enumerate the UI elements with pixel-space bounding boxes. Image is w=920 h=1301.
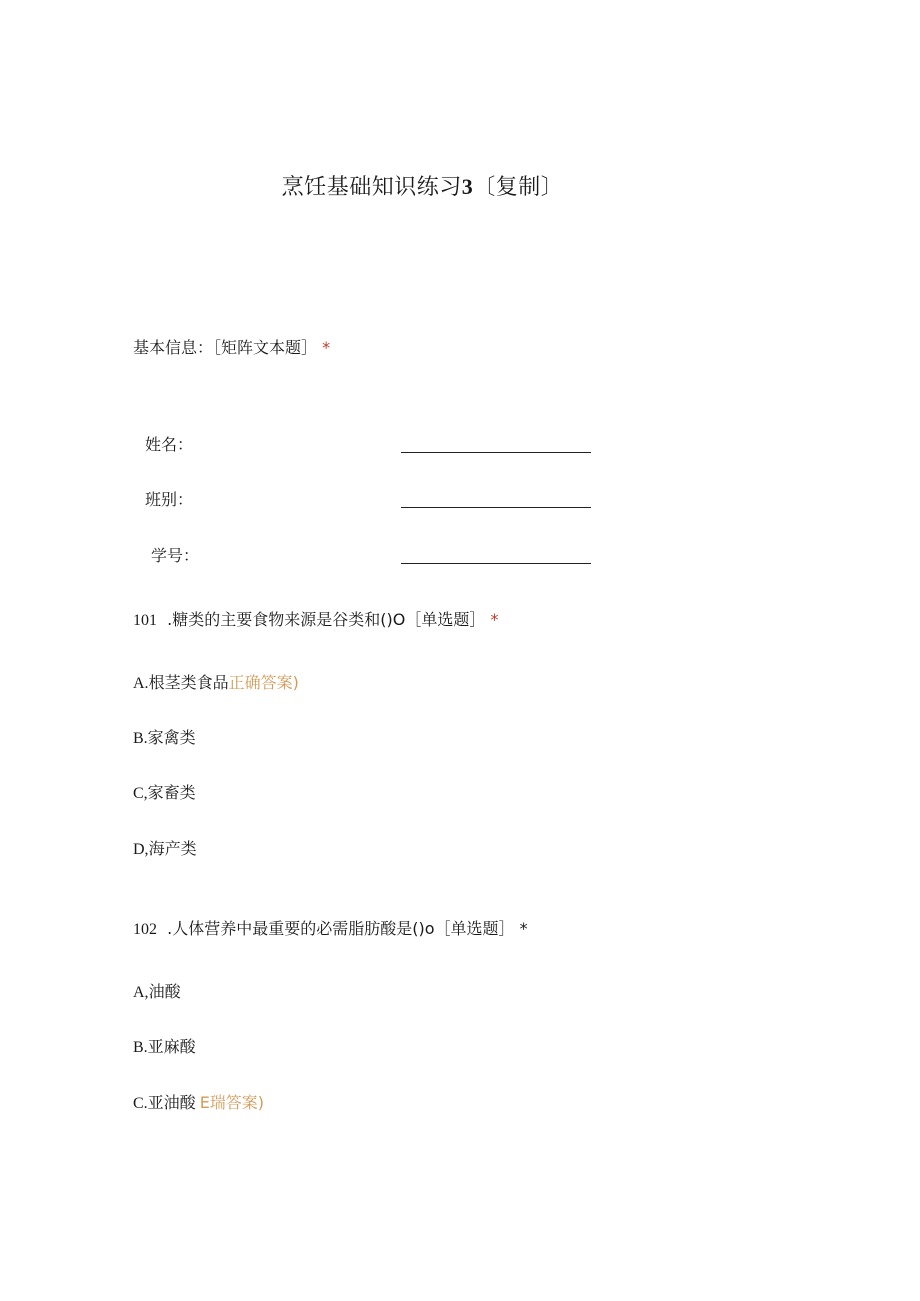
field-label-student-id: 学号： — [151, 546, 200, 565]
field-label-class: 班别： — [145, 490, 194, 509]
option-letter: D, — [133, 841, 149, 858]
question-number: 101 — [133, 612, 157, 629]
page-title — [0, 170, 845, 201]
basic-info-heading-text: 基本信息：［矩阵文本题］ — [133, 338, 318, 357]
option-text: 海产类 — [148, 839, 197, 858]
title-suffix: 〔复制〕 — [473, 175, 564, 200]
required-star: * — [322, 338, 331, 357]
option-text: 家禽类 — [147, 728, 196, 747]
title-number: 3 — [461, 174, 474, 199]
question-text: .人体营养中最重要的必需脂肪酸是()o［单选题］ — [167, 919, 515, 938]
question-text: .糖类的主要食物来源是谷类和()O［单选题］ — [167, 610, 486, 629]
question-number: 102 — [133, 921, 157, 938]
option-letter: B. — [133, 730, 148, 747]
option-c[interactable] — [133, 1090, 264, 1113]
option-d[interactable] — [133, 836, 197, 859]
option-text: 亚油酸 — [147, 1093, 196, 1112]
correct-answer-mark: 正确答案) — [228, 673, 299, 692]
basic-info-heading — [133, 335, 330, 358]
title-main: 烹饪基础知识练习 — [281, 175, 462, 200]
question-102-heading — [133, 916, 528, 939]
correct-answer-mark: E瑞答案) — [199, 1093, 265, 1112]
option-b[interactable] — [133, 725, 196, 748]
class-input-line[interactable] — [401, 507, 591, 508]
option-letter: A, — [133, 984, 149, 1001]
option-text: 家畜类 — [147, 783, 196, 802]
student-id-input-line[interactable] — [401, 563, 591, 564]
question-101-heading — [133, 607, 498, 630]
option-a[interactable] — [133, 979, 181, 1002]
option-b[interactable] — [133, 1034, 196, 1057]
option-text: 油酸 — [148, 982, 181, 1001]
option-letter: C, — [133, 785, 148, 802]
required-star: * — [490, 610, 499, 629]
option-letter: C. — [133, 1095, 148, 1112]
option-text: 亚麻酸 — [147, 1037, 196, 1056]
field-label-name: 姓名： — [145, 435, 194, 454]
option-letter: A. — [133, 675, 149, 692]
option-text: 根茎类食品 — [148, 673, 229, 692]
option-c[interactable] — [133, 780, 196, 803]
name-input-line[interactable] — [401, 452, 591, 453]
option-a[interactable] — [133, 670, 299, 693]
required-star: * — [519, 919, 528, 938]
option-letter: B. — [133, 1039, 148, 1056]
